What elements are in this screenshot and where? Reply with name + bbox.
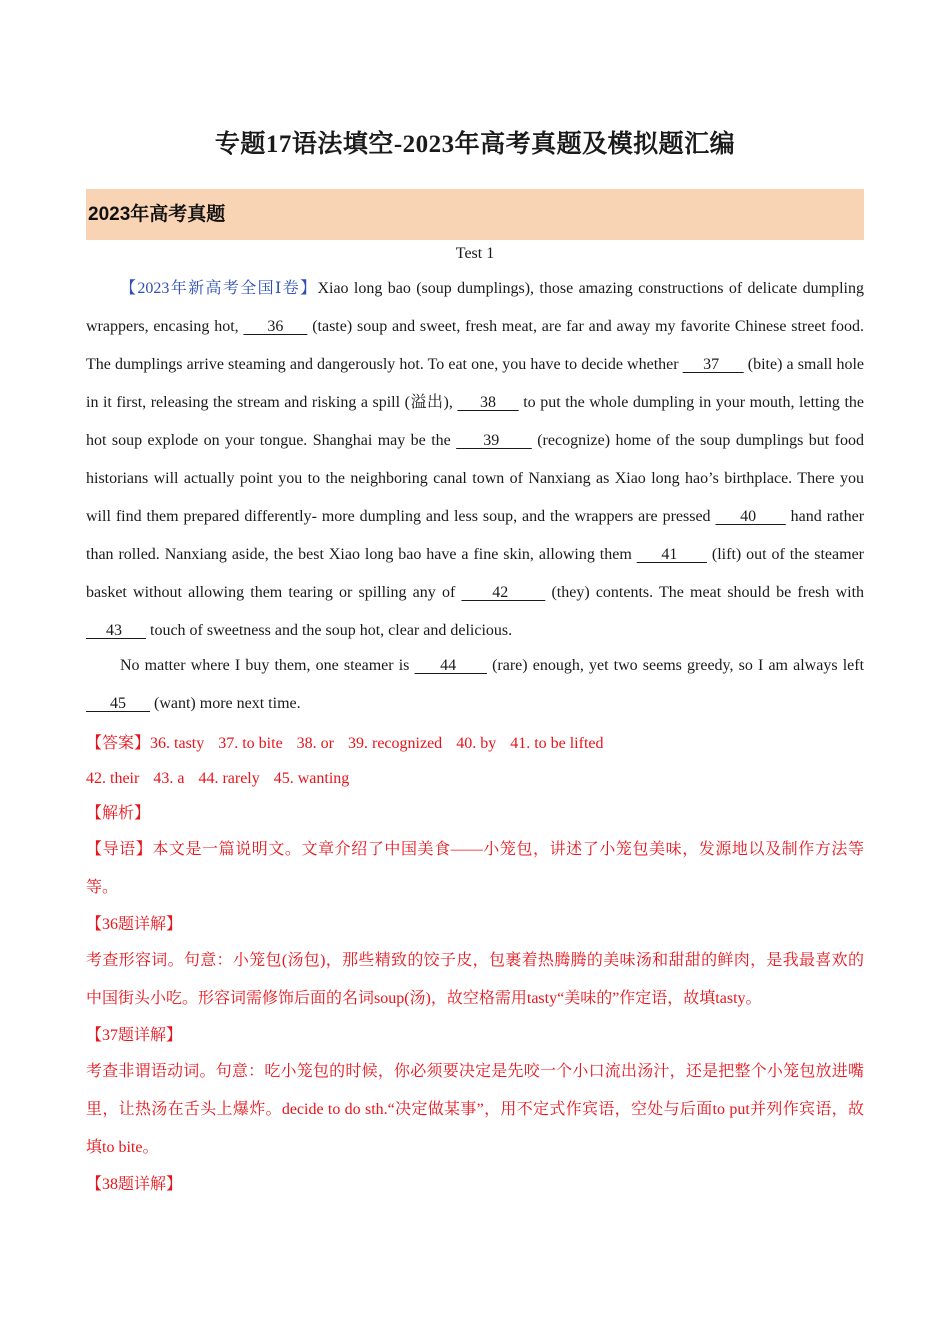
blank-36: 36 (243, 318, 308, 335)
section-heading: 2023年高考真题 (86, 189, 864, 240)
blank-40: 40 (715, 508, 786, 525)
intro-text: 本文是一篇说明文。文章介绍了中国美食——小笼包，讲述了小笼包美味，发源地以及制作方法等等。 (86, 841, 864, 896)
intro-label: 【导语】 (86, 841, 153, 858)
content-body (86, 240, 864, 1202)
passage-text: Xiao long bao (soup dumplings), those amazing constructions of delicate dumpling wrappers, encasing hot, (86, 280, 864, 335)
answer-item: 45. wanting (273, 770, 350, 787)
q36-explanation: 考查形容词。句意：小笼包(汤包)，那些精致的饺子皮，包裹着热腾腾的美味汤和甜甜的鲜肉，是我最喜欢的中国街头小吃。形容词需修饰后面的名词soup(汤)，故空格需用tasty“美味的”作定语，故填tasty。 (86, 952, 864, 1007)
answer-item: 37. to bite (218, 735, 283, 752)
answer-item: 44. rarely (198, 770, 260, 787)
blank-37: 37 (682, 356, 744, 373)
blank-43: 43 (86, 622, 146, 639)
blank-38: 38 (457, 394, 519, 411)
analysis-heading: 【解析】 (86, 805, 151, 822)
answer-item: 42. their (86, 770, 140, 787)
blank-45: 45 (86, 695, 150, 712)
source-tag: 【2023年新高考全国Ⅰ卷】 (120, 280, 318, 297)
q38-heading: 【38题详解】 (86, 1176, 183, 1193)
q37-explanation: 考查非谓语动词。句意：吃小笼包的时候，你必须要决定是先咬一个小口流出汤汁，还是把整个小笼包放进嘴里，让热汤在舌头上爆炸。decide to do sth.“决定做某事”，用不定式作宾语，空处与后面to put并列作宾语，故填to bite。 (86, 1063, 864, 1156)
passage-text: No matter where I buy them, one steamer is (120, 657, 415, 674)
answer-row-2 (86, 761, 864, 796)
passage-text: (want) more next time. (150, 695, 301, 712)
answer-item: 41. to be lifted (510, 735, 604, 752)
passage-text: (rare) enough, yet two seems greedy, so I am always left (486, 657, 865, 674)
q37-heading: 【37题详解】 (86, 1027, 183, 1044)
passage-paragraph-1 (86, 270, 864, 650)
answer-label: 【答案】 (86, 735, 151, 752)
blank-39: 39 (456, 432, 532, 449)
passage-text: (bite) a small hole in it first, releasing the stream and risking a spill (溢出), (86, 356, 864, 411)
passage-text: hand rather than rolled. Nanxiang aside, the best Xiao long bao have a fine skin, allowing them (86, 508, 865, 563)
passage-text: to put the whole dumpling in your mouth, letting the hot soup explode on your tongue. Shanghai may be the (86, 394, 864, 449)
passage-text: (they) contents. The meat should be fresh with (545, 584, 865, 601)
blank-42: 42 (461, 584, 546, 601)
answer-item: 43. a (153, 770, 185, 787)
passage-text: touch of sweetness and the soup hot, clear and delicious. (146, 622, 513, 639)
answer-item: 40. by (456, 735, 497, 752)
passage-text: (recognize) home of the soup dumplings but food historians will actually point you to the neighboring canal town of Nanxiang as Xiao long hao’s birthplace. There you will find them prepared differently- more dumpling and less soup, and the wrappers are pressed (86, 432, 864, 525)
blank-41: 41 (636, 546, 707, 563)
test-label: Test 1 (455, 245, 495, 262)
document-title: 专题17语法填空-2023年高考真题及模拟题汇编 (214, 131, 736, 158)
passage-paragraph-2 (86, 647, 864, 723)
q36-heading: 【36题详解】 (86, 916, 183, 933)
blank-44: 44 (414, 657, 487, 674)
intro-explanation (86, 831, 864, 907)
answer-item: 39. recognized (348, 735, 443, 752)
answer-row-1 (86, 726, 864, 761)
answer-item: 38. or (296, 735, 334, 752)
passage-text: (lift) out of the steamer basket without allowing them tearing or spilling any of (86, 546, 865, 601)
passage-text: (taste) soup and sweet, fresh meat, are far and away my favorite Chinese street food. The dumplings arrive steaming and dangerously hot. To eat one, you have to decide whether (86, 318, 865, 373)
answer-item: 36. tasty (150, 735, 205, 752)
